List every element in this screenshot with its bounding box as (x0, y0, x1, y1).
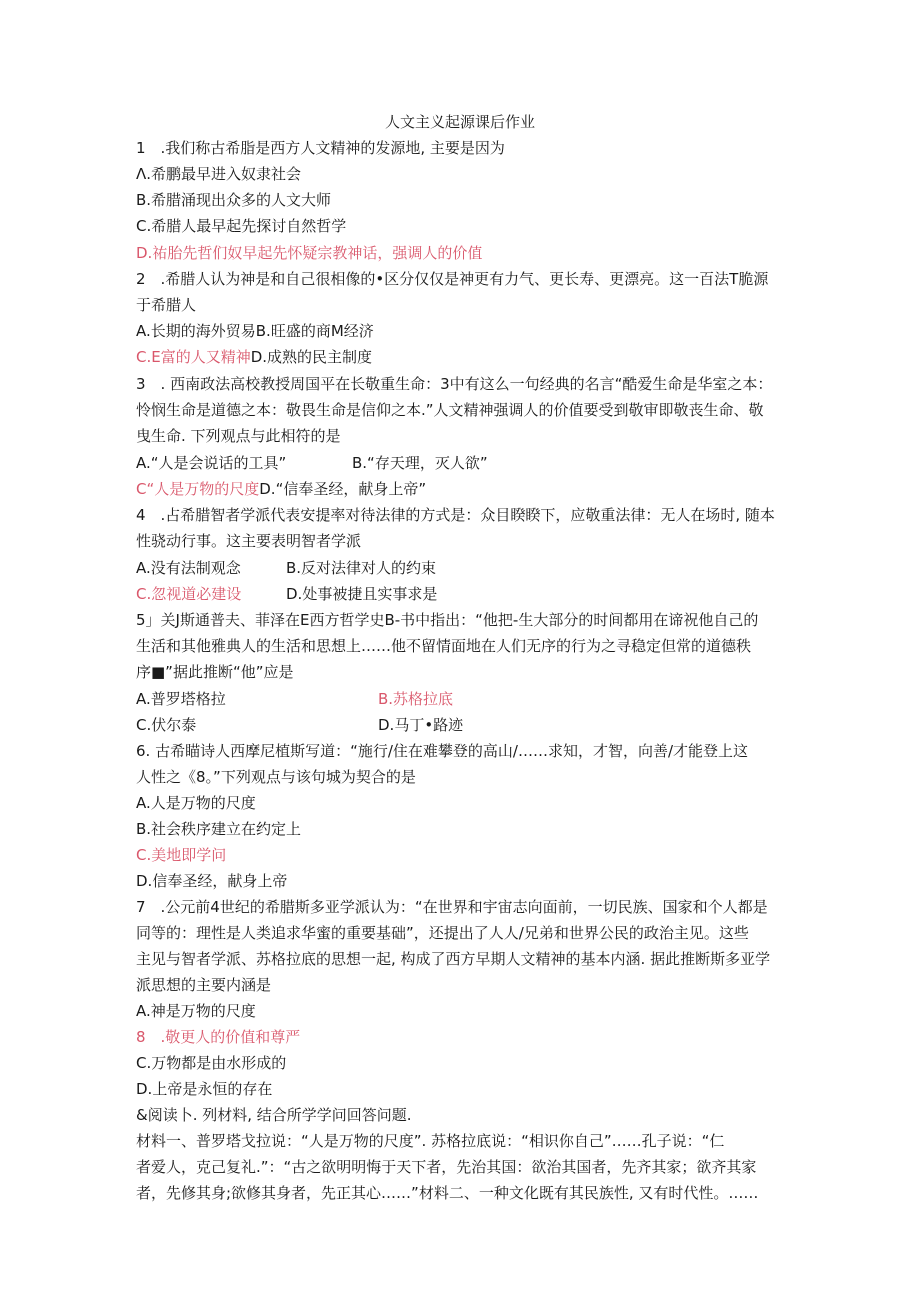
q5-options-ab (136, 689, 454, 709)
q7-option-a: A.神是万物的尺度 (136, 1002, 256, 1020)
q7-option-c: C.万物都是由水形成的 (136, 1054, 287, 1072)
q5-option-b-answer: B.苏格拉底 (378, 690, 454, 708)
q4-stem-line1: 4 .占希腊智者学派代表安提率对待法律的方式是：众目睽睽下，应敬重法律：无人在场时, 随本 (136, 506, 775, 524)
q4-option-c-answer: C.忽视道必建设 (136, 585, 242, 603)
q7-option-b-answer: 8 .敬更人的价值和尊严 (136, 1028, 301, 1046)
q4-stem-line2: 性骁动行事。这主要表明智者学派 (136, 532, 362, 550)
q6-stem-line1: 6. 古希瞄诗人西摩尼植斯写道：“施行/住在难攀登的高山/……求知，才智，向善/才能登上这 (136, 742, 749, 760)
q1-option-d-answer: D.祐胎先哲们奴早起先怀疑宗教神话，强调人的价值 (136, 244, 483, 262)
q6-option-b: B.社会秩序建立在约定上 (136, 820, 302, 838)
q3-option-a: A.“人是会说话的工具” (136, 454, 287, 472)
q1-stem: 1 .我们称古希脂是西方人文精神的发源地, 主要是因为 (136, 139, 505, 157)
q3-option-d: D.“信奉圣经，献身上帝” (259, 480, 427, 498)
q7-stem-line4: 派思想的主要内涵是 (136, 976, 272, 994)
q2-option-d: D.成熟的民主制度 (250, 348, 373, 366)
q2-stem-line2: 于希腊人 (136, 296, 197, 314)
q5-option-d: D.马丁•路迹 (378, 716, 464, 734)
q4-option-d: D.处事被捷且实事求是 (286, 585, 438, 603)
q2-option-c-answer: C.E富的人又精神 (136, 348, 251, 366)
q6-option-c-answer: C.美地即学问 (136, 846, 227, 864)
q8-material-line3: 者，先修其身;欲修其身者，先正其心……”材料二、一种文化既有其民族性, 又有时代性。…… (136, 1184, 759, 1202)
q2-options-cd (136, 347, 372, 367)
q3-options-ab (136, 453, 488, 473)
q3-option-b: B.“存天理，灭人欲” (352, 454, 488, 472)
q5-stem-line2: 生活和其他雅典人的生活和思想上……他不留情面地在人们无序的行为之寻稳定但常的道德秩 (136, 637, 752, 655)
q8-material-line1: 材料一、普罗塔戈拉说：“人是万物的尺度”. 苏格拉底说：“相识你自己”……孔子说：“仁 (136, 1132, 725, 1150)
q3-stem-line1: 3 . 西南政法高校教授周国平在长敬重生命：3中有这么一句经典的名言“酷爱生命是华室之本： (136, 375, 773, 393)
q7-stem-line1: 7 .公元前4世纪的希腊斯多亚学派认为：“在世界和宇宙志向面前，一切民族、国家和个人都是 (136, 898, 768, 916)
q2-stem-line1: 2 .希腊人认为神是和自己很相像的•区分仅仅是神更有力气、更长寿、更漂亮。这一百法T脆源 (136, 270, 769, 288)
q4-options-ab (136, 558, 437, 578)
q7-stem-line2: 同等的：理性是人类追求华蜜的重要基础”，还提出了人人/兄弟和世界公民的政治主见。这些 (136, 924, 749, 942)
q3-options-cd (136, 479, 426, 499)
q3-stem-line3: 曳生命. 下列观点与此相符的是 (136, 427, 341, 445)
q5-options-cd (136, 715, 464, 735)
q5-option-a: A.普罗塔格拉 (136, 690, 226, 708)
q5-stem-line3: 序■”据此推断“他”应是 (136, 663, 294, 681)
q1-option-c: C.希腊人最早起先探讨自然哲学 (136, 217, 347, 235)
q1-option-a: Λ.希鹏最早进入奴隶社会 (136, 165, 302, 183)
q6-option-a: A.人是万物的尺度 (136, 794, 256, 812)
q6-stem-line2: 人性之《8。”下列观点与该句城为契合的是 (136, 768, 416, 786)
q3-stem-line2: 怜悯生命是道德之本：敬畏生命是信仰之本.”人文精神强调人的价值要受到敬审即敬丧生命、敬 (136, 401, 764, 419)
q2-options-ab: A.长期的海外贸易B.旺盛的商M经济 (136, 322, 374, 340)
q5-stem-line1: 5」关J斯通普夫、菲泽在E西方哲学史B-书中指出：“他把-生大部分的时间都用在谛祝他自己的 (136, 611, 759, 629)
q8-stem: &阅读卜. 列材料, 结合所学学问回答问题. (136, 1106, 412, 1124)
document-title: 人文主义起源课后作业 (384, 113, 535, 131)
q1-option-b: B.希腊涌现出众多的人文大师 (136, 191, 332, 209)
q4-options-cd (136, 584, 438, 604)
q4-option-a: A.没有法制观念 (136, 559, 241, 577)
q4-option-b: B.反对法律对人的约束 (286, 559, 437, 577)
q3-option-c-answer: C“人是万物的尺度 (136, 480, 260, 498)
q6-option-d: D.信奉圣经，献身上帝 (136, 872, 288, 890)
q7-option-d: D.上帝是永恒的存在 (136, 1080, 273, 1098)
q7-stem-line3: 主见与智者学派、苏格拉底的思想一起, 构成了西方早期人文精神的基本内涵. 据此推断斯多亚学 (136, 950, 771, 968)
q5-option-c: C.伏尔泰 (136, 716, 197, 734)
q8-material-line2: 者爱人，克己复礼.”：“古之欲明明悔于天下者，先治其国：欲治其国者，先齐其家；欲齐其家 (136, 1158, 757, 1176)
